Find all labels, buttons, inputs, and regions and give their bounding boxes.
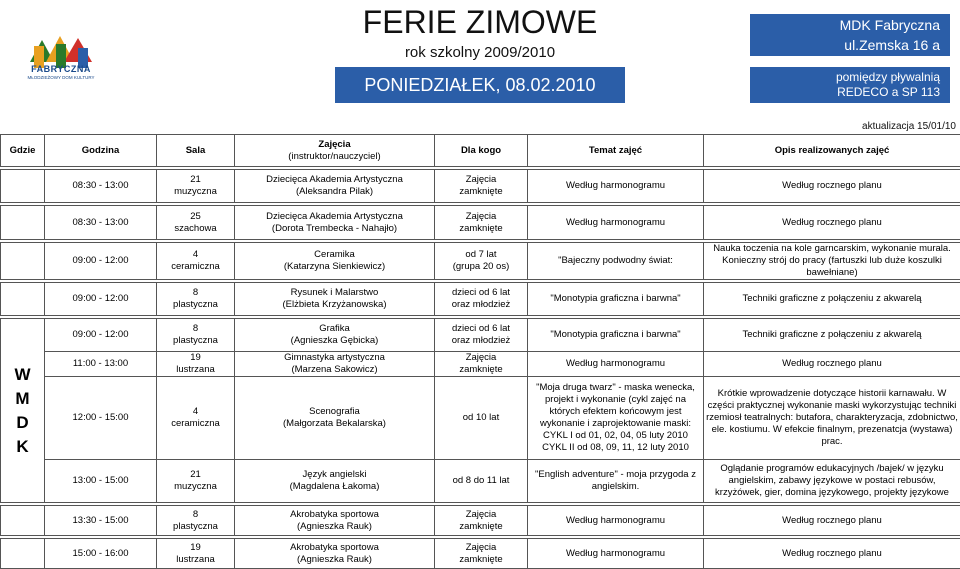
activity-cell — [235, 460, 435, 503]
topic-cell: Według harmonogramu — [528, 506, 704, 536]
audience-line1: Zajęcia — [437, 211, 525, 223]
description-cell: Według rocznego planu — [704, 506, 960, 536]
table-row — [1, 283, 960, 316]
room-number: 4 — [159, 249, 232, 261]
room-cell — [157, 352, 235, 377]
room-cell — [157, 283, 235, 316]
time-cell: 11:00 - 13:00 — [45, 352, 157, 377]
topic-cell: Według harmonogramu — [528, 206, 704, 240]
room-number: 8 — [159, 323, 232, 335]
activity-name: Język angielski — [237, 469, 432, 481]
schedule-table — [0, 134, 960, 569]
room-number: 8 — [159, 287, 232, 299]
page-title: FERIE ZIMOWE — [335, 4, 625, 41]
activity-name: Rysunek i Malarstwo — [237, 287, 432, 299]
activity-name: Dziecięca Akademia Artystyczna — [237, 174, 432, 186]
audience-cell — [435, 319, 528, 352]
place-banner — [750, 67, 950, 103]
where-cell — [1, 539, 45, 569]
room-number: 21 — [159, 469, 232, 481]
topic-cell: "Monotypia graficzna i barwna" — [528, 283, 704, 316]
time-cell: 09:00 - 12:00 — [45, 243, 157, 280]
where-cell — [1, 506, 45, 536]
instructor-name: (Dorota Trembecka - Nahajło) — [237, 223, 432, 235]
audience-line2: zamknięte — [437, 521, 525, 533]
time-cell: 09:00 - 12:00 — [45, 283, 157, 316]
audience-cell — [435, 243, 528, 280]
where-cell — [1, 243, 45, 280]
instructor-name: (Katarzyna Sienkiewicz) — [237, 261, 432, 273]
table-row — [1, 506, 960, 536]
place-line2: REDECO a SP 113 — [750, 85, 940, 100]
activity-cell — [235, 243, 435, 280]
audience-line1: Zajęcia — [437, 352, 525, 364]
room-number: 21 — [159, 174, 232, 186]
room-name: muzyczna — [159, 481, 232, 493]
table-row — [1, 377, 960, 460]
instructor-name: (Agnieszka Gębicka) — [237, 335, 432, 347]
description-cell: Nauka toczenia na kole garncarskim, wykonanie murala. Konieczny strój do pracy (fartuszki lub duże koszulki bawełniane) — [704, 243, 960, 280]
where-w: W — [3, 363, 42, 387]
table-row — [1, 539, 960, 569]
audience-cell — [435, 377, 528, 460]
instructor-name: (Magdalena Łakoma) — [237, 481, 432, 493]
col-zajecia — [235, 135, 435, 167]
col-temat: Temat zajęć — [528, 135, 704, 167]
where-cell — [1, 283, 45, 316]
topic-cell: "Monotypia graficzna i barwna" — [528, 319, 704, 352]
room-cell — [157, 377, 235, 460]
activity-name: Scenografia — [237, 406, 432, 418]
activity-cell — [235, 506, 435, 536]
activity-name: Grafika — [237, 323, 432, 335]
audience-cell — [435, 352, 528, 377]
room-cell — [157, 206, 235, 240]
audience-line1: dzieci od 6 lat — [437, 287, 525, 299]
page-subtitle: rok szkolny 2009/2010 — [335, 44, 625, 61]
audience-line2: (grupa 20 os) — [437, 261, 525, 273]
time-cell: 15:00 - 16:00 — [45, 539, 157, 569]
audience-line1: Zajęcia — [437, 542, 525, 554]
audience-cell — [435, 206, 528, 240]
topic-cell: Według harmonogramu — [528, 352, 704, 377]
instructor-name: (Małgorzata Bekalarska) — [237, 418, 432, 430]
description-cell: Według rocznego planu — [704, 206, 960, 240]
time-cell: 08:30 - 13:00 — [45, 206, 157, 240]
audience-line1: od 10 lat — [437, 412, 525, 424]
room-number: 8 — [159, 509, 232, 521]
audience-line2: zamknięte — [437, 223, 525, 235]
topic-cell: "Moja druga twarz" - maska wenecka, projekt i wykonanie (cykl zajęć na których efektem końcowym jest wykonanie i zaprojektowanie maski: CYKL I od 01, 02, 04, 05 luty 2010 CYKL II od 08, 09, 11, 12 luty 2010 — [528, 377, 704, 460]
description-cell: Według rocznego planu — [704, 539, 960, 569]
room-name: ceramiczna — [159, 261, 232, 273]
location-line2: ul.Zemska 16 a — [750, 34, 950, 56]
table-row — [1, 170, 960, 203]
instructor-name: (Agnieszka Rauk) — [237, 554, 432, 566]
logo-name: FABRYCZNA — [6, 64, 116, 74]
activity-cell — [235, 539, 435, 569]
audience-line2: zamknięte — [437, 364, 525, 376]
col-sala: Sala — [157, 135, 235, 167]
where-cell — [1, 319, 45, 503]
time-cell: 13:30 - 15:00 — [45, 506, 157, 536]
audience-line2: zamknięte — [437, 554, 525, 566]
audience-line1: dzieci od 6 lat — [437, 323, 525, 335]
room-cell — [157, 243, 235, 280]
room-number: 4 — [159, 406, 232, 418]
topic-cell: "English adventure" - moja przygoda z angielskim. — [528, 460, 704, 503]
table-row — [1, 352, 960, 377]
place-line1: pomiędzy pływalnią — [750, 70, 940, 85]
room-cell — [157, 319, 235, 352]
audience-line2: oraz młodzież — [437, 299, 525, 311]
activity-cell — [235, 319, 435, 352]
table-header — [1, 135, 960, 167]
table-row — [1, 319, 960, 352]
topic-cell: Według harmonogramu — [528, 170, 704, 203]
table-row — [1, 243, 960, 280]
time-cell: 13:00 - 15:00 — [45, 460, 157, 503]
time-cell: 09:00 - 12:00 — [45, 319, 157, 352]
room-cell — [157, 170, 235, 203]
logo-subtitle: MŁODZIEŻOWY DOM KULTURY — [6, 75, 116, 80]
activity-name: Gimnastyka artystyczna — [237, 352, 432, 364]
col-gdzie: Gdzie — [1, 135, 45, 167]
activity-name: Dziecięca Akademia Artystyczna — [237, 211, 432, 223]
activity-cell — [235, 170, 435, 203]
audience-line2: oraz młodzież — [437, 335, 525, 347]
audience-cell — [435, 283, 528, 316]
topic-cell: Według harmonogramu — [528, 539, 704, 569]
description-cell: Według rocznego planu — [704, 352, 960, 377]
room-number: 19 — [159, 352, 232, 364]
description-cell: Krótkie wprowadzenie dotyczące historii karnawału. W części praktycznej wykonanie maski wykorzystując techniki rzemiosł teatralnych: butafora, charakteryzacja, zdobnictwo, ele. kostiumu. W efekcie finalnym, prezenatcja (wystawa) prac. — [704, 377, 960, 460]
audience-cell — [435, 539, 528, 569]
where-cell — [1, 170, 45, 203]
room-name: lustrzana — [159, 364, 232, 376]
col-dla-kogo: Dla kogo — [435, 135, 528, 167]
room-name: szachowa — [159, 223, 232, 235]
room-cell — [157, 506, 235, 536]
col-instruktor-label: (instruktor/nauczyciel) — [237, 151, 432, 163]
audience-line1: od 8 do 11 lat — [437, 475, 525, 487]
day-banner: PONIEDZIAŁEK, 08.02.2010 — [335, 67, 625, 103]
col-godzina: Godzina — [45, 135, 157, 167]
table-row — [1, 206, 960, 240]
activity-name: Akrobatyka sportowa — [237, 509, 432, 521]
room-name: muzyczna — [159, 186, 232, 198]
room-name: ceramiczna — [159, 418, 232, 430]
where-m: M — [3, 387, 42, 411]
activity-cell — [235, 206, 435, 240]
room-name: lustrzana — [159, 554, 232, 566]
room-cell — [157, 539, 235, 569]
room-cell — [157, 460, 235, 503]
instructor-name: (Elżbieta Krzyżanowska) — [237, 299, 432, 311]
instructor-name: (Marzena Sakowicz) — [237, 364, 432, 376]
col-opis: Opis realizowanych zajęć — [704, 135, 960, 167]
room-name: plastyczna — [159, 335, 232, 347]
topic-cell: "Bajeczny podwodny świat: — [528, 243, 704, 280]
activity-cell — [235, 377, 435, 460]
audience-line1: od 7 lat — [437, 249, 525, 261]
where-k: K — [3, 435, 42, 459]
time-cell: 08:30 - 13:00 — [45, 170, 157, 203]
room-number: 19 — [159, 542, 232, 554]
activity-name: Ceramika — [237, 249, 432, 261]
audience-cell — [435, 170, 528, 203]
update-date: aktualizacja 15/01/10 — [862, 121, 956, 132]
audience-line1: Zajęcia — [437, 174, 525, 186]
where-cell — [1, 206, 45, 240]
audience-line1: Zajęcia — [437, 509, 525, 521]
activity-cell — [235, 283, 435, 316]
instructor-name: (Agnieszka Rauk) — [237, 521, 432, 533]
description-cell: Techniki graficzne z połączeniu z akwarelą — [704, 283, 960, 316]
activity-cell — [235, 352, 435, 377]
activity-name: Akrobatyka sportowa — [237, 542, 432, 554]
audience-cell — [435, 506, 528, 536]
description-cell: Według rocznego planu — [704, 170, 960, 203]
description-cell: Oglądanie programów edukacyjnych /bajek/ w języku angielskim, zabawy językowe w postaci rebusów, krzyżówek, gier, domina językowego, projekty językowe — [704, 460, 960, 503]
instructor-name: (Aleksandra Pilak) — [237, 186, 432, 198]
where-d: D — [3, 411, 42, 435]
location-line1: MDK Fabryczna — [750, 14, 950, 36]
room-name: plastyczna — [159, 521, 232, 533]
col-zajecia-label: Zajęcia — [237, 139, 432, 151]
table-row — [1, 460, 960, 503]
description-cell: Techniki graficzne z połączeniu z akwarelą — [704, 319, 960, 352]
room-number: 25 — [159, 211, 232, 223]
room-name: plastyczna — [159, 299, 232, 311]
time-cell: 12:00 - 15:00 — [45, 377, 157, 460]
audience-cell — [435, 460, 528, 503]
audience-line2: zamknięte — [437, 186, 525, 198]
